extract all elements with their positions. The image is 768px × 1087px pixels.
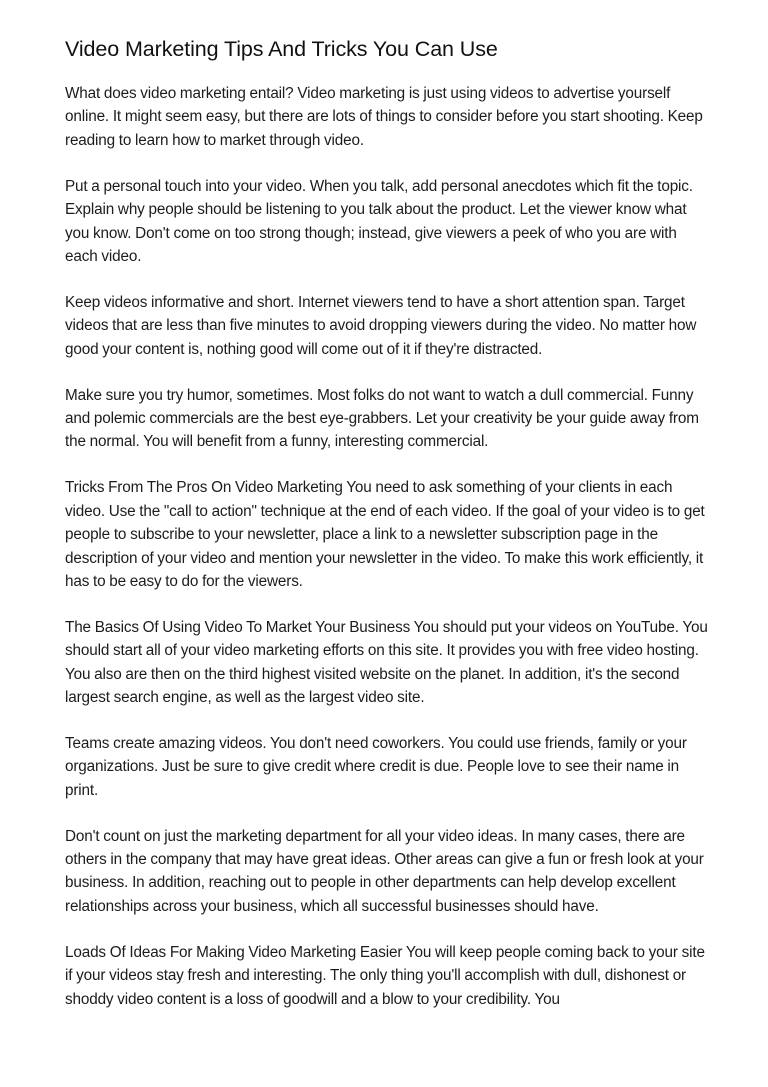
paragraph-short-videos: Keep videos informative and short. Internet viewers tend to have a short attention span. Target videos that are less than five minutes to avoid dropping viewers during the video. No matter how good your content is, nothing good will come out of it if they're distracted.: [65, 293, 697, 358]
paragraph-humor: Make sure you try humor, sometimes. Most folks do not want to watch a dull commercial. Funny and polemic commercials are the best eye-grabbers. Let your creativity be your guide away from the normal. You will benefit from a funny, interesting commercial.: [65, 386, 699, 451]
paragraph-personal-touch: Put a personal touch into your video. When you talk, add personal anecdotes which fit the topic. Explain why people should be listening to you talk about the product. Let the viewer know what you know. Don't come on too strong though; instead, give viewers a peek of who you are with each video.: [65, 177, 693, 265]
paragraph-fresh-content: Loads Of Ideas For Making Video Marketing Easier You will keep people coming back to your site if your videos stay fresh and interesting. The only thing you'll accomplish with dull, dishonest or shoddy video content is a loss of goodwill and a blow to your credibility. You: [65, 943, 705, 1008]
document-page: [65, 34, 710, 1034]
paragraph-teams: Teams create amazing videos. You don't need coworkers. You could use friends, family or your organizations. Just be sure to give credit where credit is due. People love to see their name in print.: [65, 734, 687, 799]
paragraph-intro: What does video marketing entail? Video marketing is just using videos to advertise yourself online. It might seem easy, but there are lots of things to consider before you start shooting. Keep reading to learn how to market through video.: [65, 85, 703, 149]
paragraph-call-to-action: Tricks From The Pros On Video Marketing You need to ask something of your clients in each video. Use the "call to action" technique at the end of each video. If the goal of your video is to get people to subscribe to your newsletter, place a link to a newsletter subscription page in the description of your video and mention your newsletter in the video. To make this work efficiently, it has to be easy to do for the viewers.: [65, 479, 705, 590]
paragraph-departments: Don't count on just the marketing department for all your video ideas. In many cases, there are others in the company that may have great ideas. Other areas can give a fun or fresh look at your business. In addition, reaching out to people in other departments can help develop excellent relationships across your business, which all successful businesses should have.: [65, 827, 704, 915]
page-title: Video Marketing Tips And Tricks You Can Use: [65, 37, 498, 61]
paragraph-youtube: The Basics Of Using Video To Market Your Business You should put your videos on YouTube. You should start all of your video marketing efforts on this site. It provides you with free video hosting. You also are then on the third highest visited website on the planet. In addition, it's the second largest search engine, as well as the largest video site.: [65, 618, 708, 707]
